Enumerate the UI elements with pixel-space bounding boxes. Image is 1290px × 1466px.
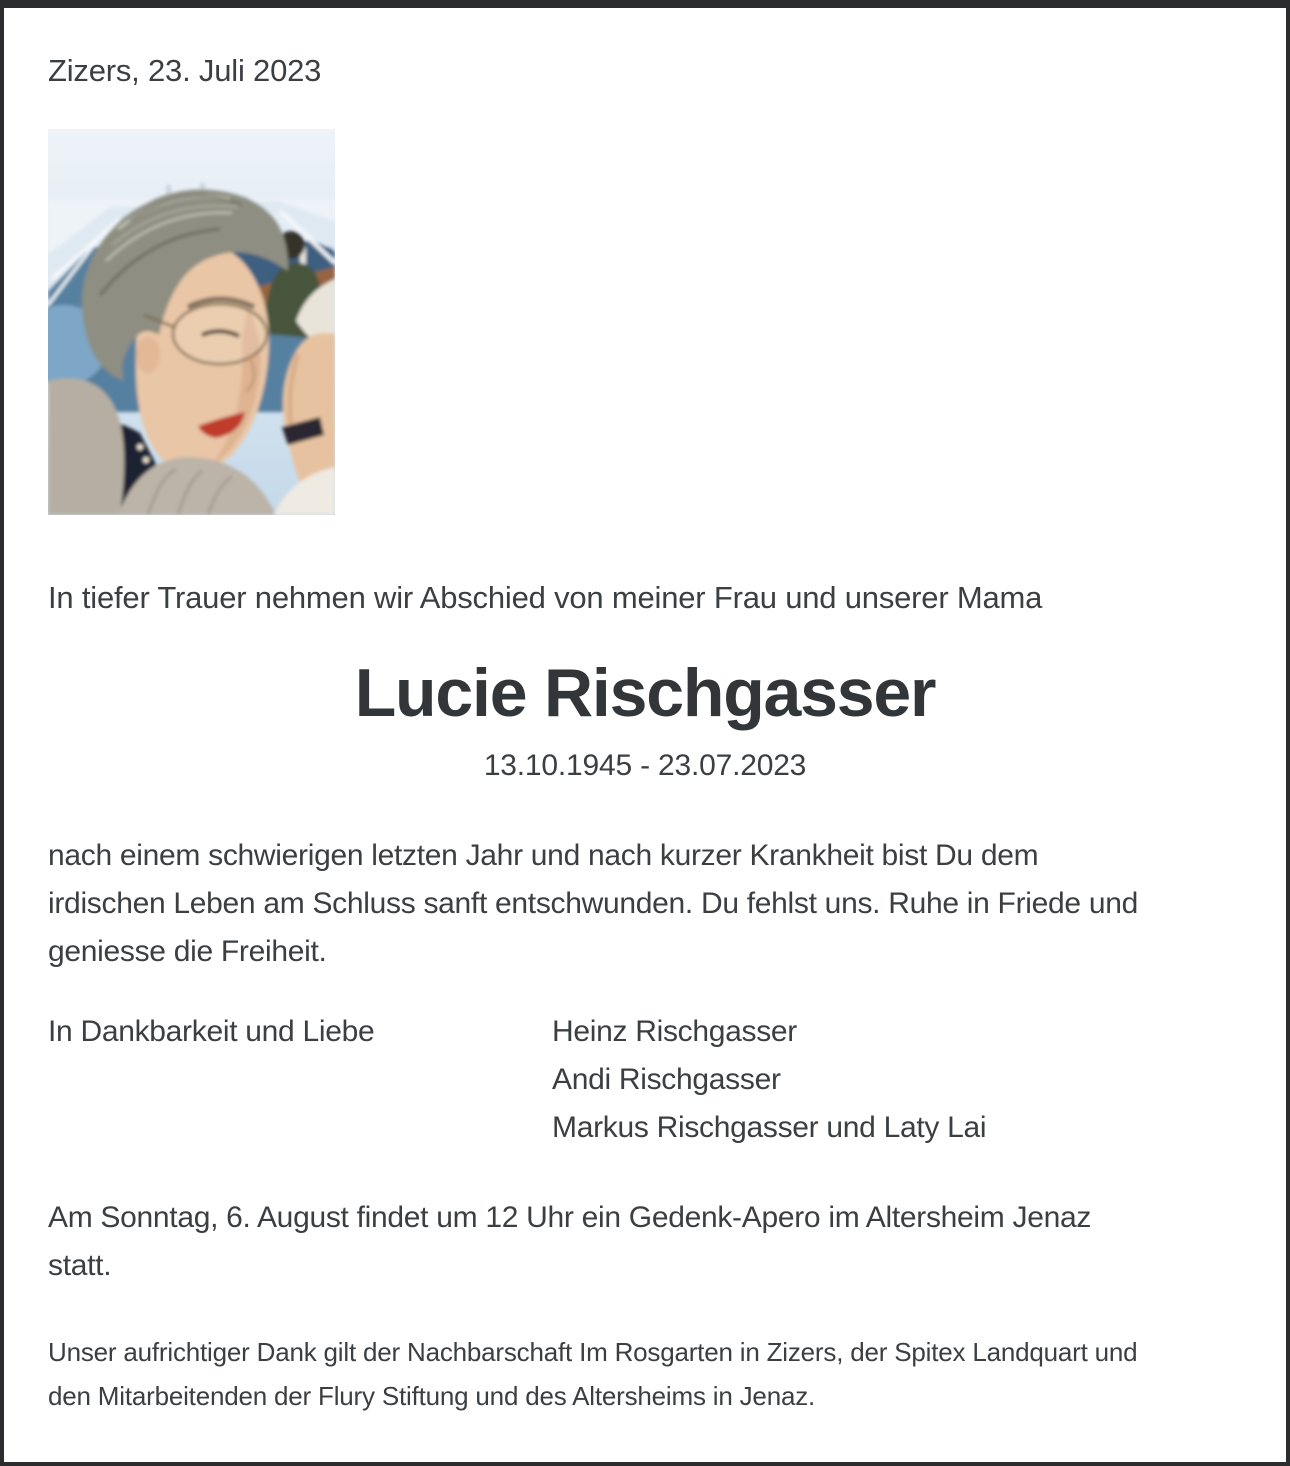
obituary-line: irdischen Leben am Schluss sanft entschwunden. Du fehlst uns. Ruhe in Friede und: [48, 887, 1138, 920]
portrait-photo-illustration: [48, 129, 335, 515]
mourners-names: [552, 1008, 986, 1152]
intro-line: In tiefer Trauer nehmen wir Abschied von meiner Frau und unserer Mama: [48, 580, 1043, 615]
portrait-photo: [48, 129, 335, 515]
obituary-text: [48, 832, 1242, 976]
memorial-line: statt.: [48, 1249, 112, 1282]
life-dates: 13.10.1945 - 23.07.2023: [483, 749, 807, 782]
deceased-name: Lucie Rischgasser: [354, 655, 936, 731]
mourners-section: [48, 1008, 1242, 1152]
mourner-name: Andi Rischgasser: [552, 1063, 781, 1096]
acknowledgement-line: den Mitarbeitenden der Flury Stiftung und des Altersheims in Jenaz.: [48, 1381, 816, 1411]
obituary-line: geniesse die Freiheit.: [48, 935, 327, 968]
dateline: Zizers, 23. Juli 2023: [48, 53, 322, 88]
mourner-name: Heinz Rischgasser: [552, 1015, 797, 1048]
acknowledgement-line: Unser aufrichtiger Dank gilt der Nachbarschaft Im Rosgarten in Zizers, der Spitex Landquart und: [48, 1337, 1138, 1367]
mourner-name: Markus Rischgasser und Laty Lai: [552, 1111, 987, 1144]
memorial-line: Am Sonntag, 6. August findet um 12 Uhr ein Gedenk-Apero im Altersheim Jenaz: [48, 1201, 1092, 1234]
obituary-line: nach einem schwierigen letzten Jahr und nach kurzer Krankheit bist Du dem: [48, 839, 1039, 872]
memorial-announcement: [48, 1194, 1242, 1290]
mourners-label: In Dankbarkeit und Liebe: [48, 1015, 375, 1048]
acknowledgement-text: [48, 1330, 1242, 1418]
